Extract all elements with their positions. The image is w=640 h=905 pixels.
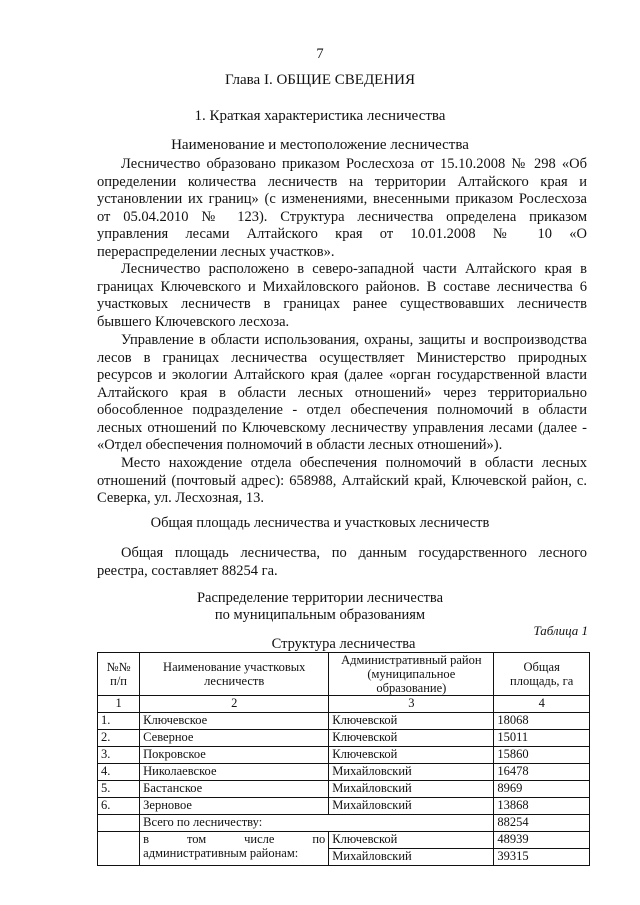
row-number: 6.: [98, 798, 140, 815]
row-district: Ключевской: [329, 713, 494, 730]
header-district-forestry: Наименование участковых лесничеств: [140, 653, 329, 696]
empty-cell: [98, 815, 140, 832]
table-row: [98, 747, 590, 764]
row-area: 8969: [494, 781, 590, 798]
table-column-numbers-row: [98, 696, 590, 713]
breakdown-label-line-2: административным районам:: [143, 846, 299, 860]
breakdown-label-line-1: в том числе по: [143, 832, 326, 846]
row-area: 13868: [494, 798, 590, 815]
breakdown-area: 39315: [494, 849, 590, 866]
breakdown-label: [140, 832, 329, 866]
table-header-row: [98, 653, 590, 696]
row-area: 15860: [494, 747, 590, 764]
row-number: 5.: [98, 781, 140, 798]
table-total-row: [98, 815, 590, 832]
section-title: 1. Краткая характеристика лесничества: [194, 108, 446, 124]
row-name: Северное: [140, 730, 329, 747]
column-number: 4: [494, 696, 590, 713]
area-heading: Общая площадь лесничества и участковых лесничеств: [150, 515, 490, 531]
chapter-title: Глава I. ОБЩИЕ СВЕДЕНИЯ: [224, 72, 416, 88]
row-name: Ключевское: [140, 713, 329, 730]
column-number: 3: [329, 696, 494, 713]
row-district: Михайловский: [329, 764, 494, 781]
row-number: 4.: [98, 764, 140, 781]
row-area: 18068: [494, 713, 590, 730]
row-area: 16478: [494, 764, 590, 781]
empty-cell: [98, 832, 140, 866]
row-name: Николаевское: [140, 764, 329, 781]
column-number: 1: [98, 696, 140, 713]
row-area: 15011: [494, 730, 590, 747]
row-district: Ключевской: [329, 730, 494, 747]
subsection-title: Наименование и местоположение лесничества: [171, 137, 469, 153]
column-number: 2: [140, 696, 329, 713]
forestry-structure-table: [97, 652, 590, 866]
table-caption: Таблица 1: [533, 623, 588, 638]
header-number: №№ п/п: [98, 653, 140, 696]
total-value: 88254: [494, 815, 590, 832]
table-row: [98, 730, 590, 747]
table-row: [98, 798, 590, 815]
paragraph-location: Лесничество расположено в северо-западной части Алтайского края в границах Ключевского и Михайловского районов. В составе лесничества 6 участковых лесничеств в границах ранее существовавших лесничеств бывшего Ключевского лесхоза.: [97, 261, 587, 330]
distribution-heading-line-2: по муниципальным образованиям: [214, 607, 426, 623]
row-district: Ключевской: [329, 747, 494, 764]
row-district: Михайловский: [329, 781, 494, 798]
header-total-area: Общая площадь, га: [494, 653, 590, 696]
table-row: [98, 713, 590, 730]
row-name: Зерновое: [140, 798, 329, 815]
row-number: 1.: [98, 713, 140, 730]
table-title: Структура лесничества: [271, 636, 416, 652]
area-paragraph: Общая площадь лесничества, по данным государственного лесного реестра, составляет 88254 га.: [97, 545, 587, 579]
paragraph-establishment: Лесничество образовано приказом Рослесхоза от 15.10.2008 № 298 «Об определении количества лесничеств на территории Алтайского края и установлении их границ» (с изменениями, внесенными приказом Рослесхоза от 05.04.2010 № 123). Структура лесничества определена приказом управления лесами Алтайского края от 10.01.2008 № 10 «О перераспределении лесных участков».: [97, 156, 587, 260]
header-administrative-district: Административный район (муниципальное образование): [329, 653, 494, 696]
table-row: [98, 781, 590, 798]
row-name: Покровское: [140, 747, 329, 764]
breakdown-area: 48939: [494, 832, 590, 849]
row-name: Бастанское: [140, 781, 329, 798]
distribution-heading-line-1: Распределение территории лесничества: [196, 590, 444, 606]
row-number: 2.: [98, 730, 140, 747]
table-row: [98, 764, 590, 781]
row-district: Михайловский: [329, 798, 494, 815]
total-label: Всего по лесничеству:: [140, 815, 494, 832]
page-number: 7: [316, 46, 324, 62]
paragraph-address: Место нахождение отдела обеспечения полномочий в области лесных отношений (почтовый адрес): 658988, Алтайский край, Ключевской район, с. Северка, ул. Лесхозная, 13.: [97, 455, 587, 506]
paragraph-management: Управление в области использования, охраны, защиты и воспроизводства лесов в границах лесничества осуществляет Министерство природных ресурсов и экологии Алтайского края (далее «орган государственной власти Алтайского края в области лесных отношений» через территориально обособленное подразделение - отдел обеспечения полномочий в области лесных отношений по Ключевскому лесничеству управления лесами (далее - «Отдел обеспечения полномочий в области лесных отношений»).: [97, 332, 587, 453]
table-breakdown-row: [98, 832, 590, 849]
row-number: 3.: [98, 747, 140, 764]
breakdown-district: Ключевской: [329, 832, 494, 849]
breakdown-district: Михайловский: [329, 849, 494, 866]
